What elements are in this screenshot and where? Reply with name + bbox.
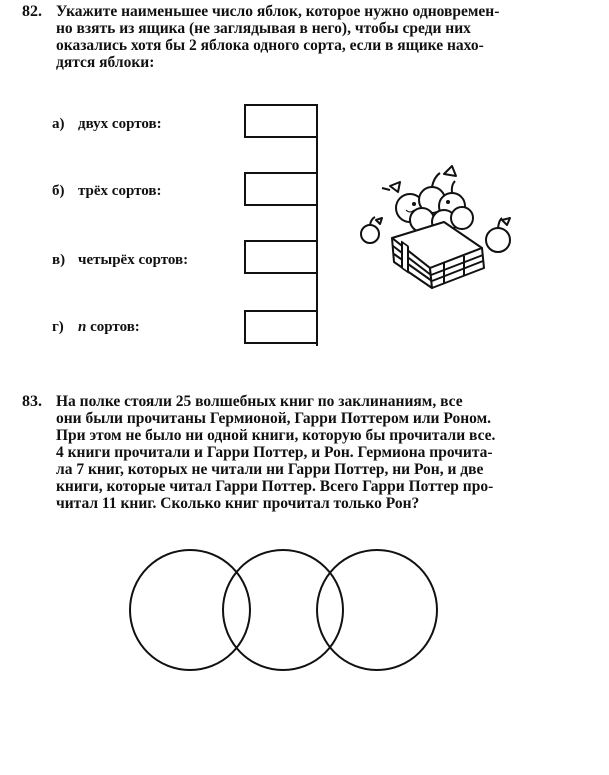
problem-82-line: но взять из ящика (не заглядывая в него), чтобы среди них <box>56 20 471 37</box>
venn-circle-ron[interactable] <box>317 550 437 670</box>
problem-83-line: они были прочитаны Гермионой, Гарри Поттером или Роном. <box>56 410 492 427</box>
apple-crate-illustration <box>352 160 522 290</box>
answer-box-b[interactable] <box>244 172 316 206</box>
venn-circle-harry[interactable] <box>223 550 343 670</box>
problem-83-line: 4 книги прочитали и Гарри Поттер, и Рон. Гермиона прочита- <box>56 444 493 461</box>
option-letter: в) <box>52 252 66 268</box>
problem-82-line: дятся яблоки: <box>56 54 155 71</box>
answer-box-a[interactable] <box>244 104 316 138</box>
problem-83-text <box>56 393 556 512</box>
problem-83-line: читал 11 книг. Сколько книг прочитал только Рон? <box>56 495 420 512</box>
answer-box-c[interactable] <box>244 240 316 274</box>
problem-83-number: 83. <box>22 393 42 410</box>
option-letter: а) <box>52 116 65 132</box>
answer-box-d[interactable] <box>244 310 316 344</box>
venn-circle-hermione[interactable] <box>130 550 250 670</box>
answer-box-spine <box>316 104 318 346</box>
option-d <box>52 319 140 336</box>
option-label: четырёх сортов: <box>78 252 189 268</box>
problem-82-number: 82. <box>22 3 42 20</box>
option-letter: б) <box>52 183 65 199</box>
venn-diagram <box>120 540 450 680</box>
option-c <box>52 252 188 269</box>
option-variable: n <box>78 319 87 335</box>
option-b <box>52 183 162 200</box>
problem-83-line: ла 7 книг, которых не читали ни Гарри Поттер, ни Рон, и две <box>56 461 484 478</box>
option-letter: г) <box>52 319 64 335</box>
problem-83-line: На полке стояли 25 волшебных книг по заклинаниям, все <box>56 393 463 410</box>
problem-82-line: оказались хотя бы 2 яблока одного сорта, если в ящике нахо- <box>56 37 484 54</box>
option-label: трёх сортов: <box>78 183 162 199</box>
problem-83-line: При этом не было ни одной книги, которую бы прочитали все. <box>56 427 496 444</box>
problem-83-line: книги, которые читал Гарри Поттер. Всего Гарри Поттер про- <box>56 478 494 495</box>
option-label: сортов: <box>86 319 140 335</box>
problem-82-text <box>56 3 556 71</box>
option-a <box>52 116 162 133</box>
option-label: двух сортов: <box>78 116 162 132</box>
problem-82-line: Укажите наименьшее число яблок, которое нужно одновремен- <box>56 3 500 20</box>
